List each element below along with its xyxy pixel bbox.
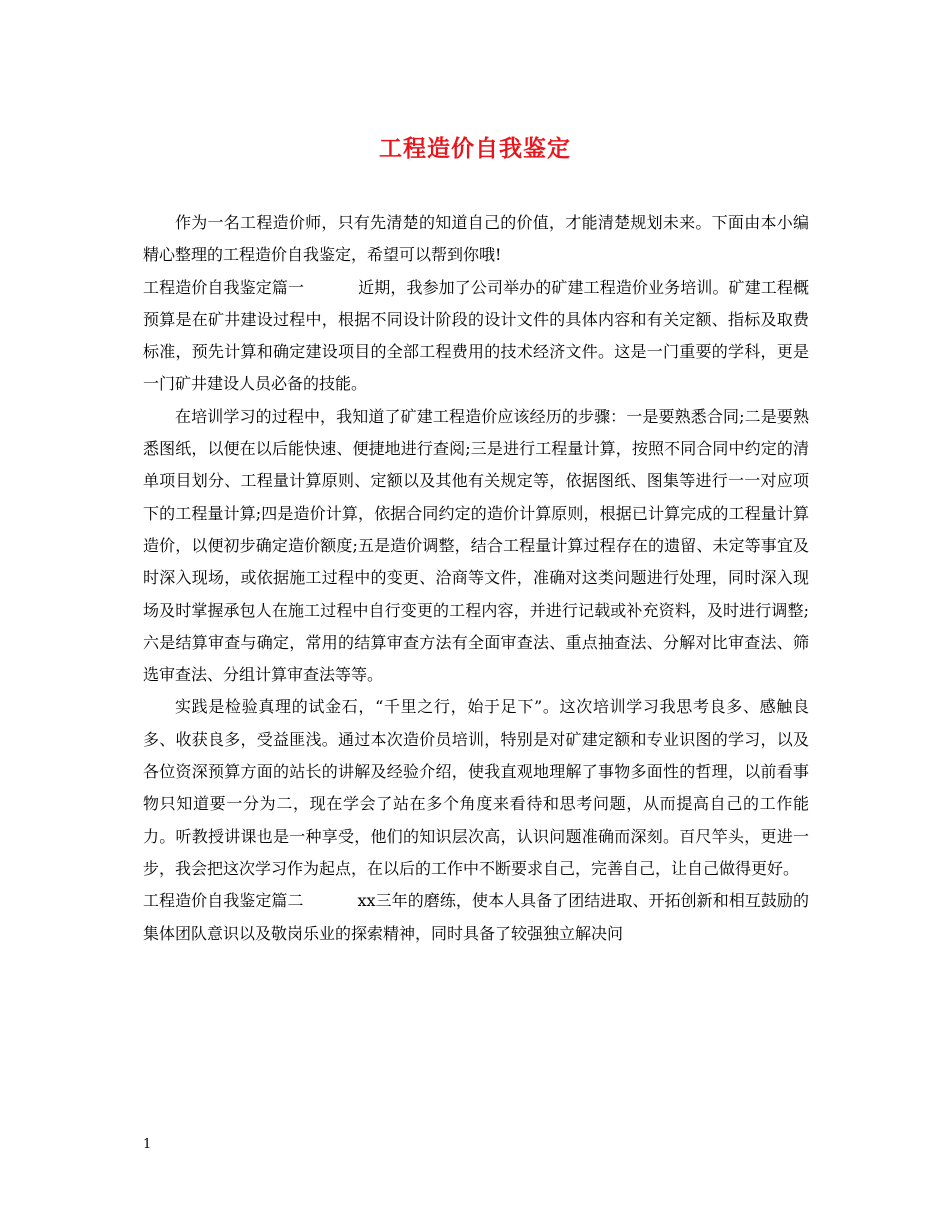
intro-paragraph: 作为一名工程造价师，只有先清楚的知道自己的价值，才能清楚规划未来。下面由本小编精心整理的工程造价自我鉴定，希望可以帮到你哦! [143, 213, 809, 265]
document-body [143, 207, 809, 950]
section1-heading: 工程造价自我鉴定篇一 [143, 277, 305, 297]
section2-paragraph-1: xx三年的磨练，使本人具备了团结进取、开拓创新和相互鼓励的集体团队意识以及敬岗乐业的探索精神，同时具备了较强独立解决问 [143, 891, 809, 943]
section1-paragraph-1: 近期，我参加了公司举办的矿建工程造价业务培训。矿建工程概预算是在矿井建设过程中，根据不同设计阶段的设计文件的具体内容和有关定额、指标及取费标准，预先计算和确定建设项目的全部工程费用的技术经济文件。这是一门重要的学科，更是一门矿井建设人员必备的技能。 [143, 277, 809, 394]
section1-paragraph-2: 在培训学习的过程中，我知道了矿建工程造价应该经历的步骤：一是要熟悉合同;二是要熟悉图纸，以便在以后能快速、便捷地进行查阅;三是进行工程量计算，按照不同合同中约定的清单项目划分、工程量计算原则、定额以及其他有关规定等，依据图纸、图集等进行一一对应项下的工程量计算;四是造价计算，依据合同约定的造价计算原则，根据已计算完成的工程量计算造价，以便初步确定造价额度;五是造价调整，结合工程量计算过程存在的遗留、未定等事宜及时深入现场，或依据施工过程中的变更、洽商等文件，准确对这类问题进行处理，同时深入现场及时掌握承包人在施工过程中自行变更的工程内容，并进行记载或补充资料，及时进行调整;六是结算审查与确定，常用的结算审查方法有全面审查法、重点抽查法、分解对比审查法、筛选审查法、分组计算审查法等等。 [143, 406, 809, 685]
page-number: 1 [143, 1137, 152, 1152]
section2-heading: 工程造价自我鉴定篇二 [143, 891, 304, 911]
section1-first-paragraph [143, 272, 809, 401]
document-title: 工程造价自我鉴定 [379, 135, 571, 162]
section2-first-paragraph [143, 885, 809, 950]
section1-paragraph-3: 实践是检验真理的试金石，“千里之行，始于足下”。这次培训学习我思考良多、感触良多、收获良多，受益匪浅。通过本次造价员培训，特别是对矿建定额和专业识图的学习，以及各位资深预算方面的站长的讲解及经验介绍，使我直观地理解了事物多面性的哲理，以前看事物只知道要一分为二，现在学会了站在多个角度来看待和思考问题，从而提高自己的工作能力。听教授讲课也是一种享受，他们的知识层次高，认识问题准确而深刻。百尺竿头，更进一步，我会把这次学习作为起点，在以后的工作中不断要求自己，完善自己，让自己做得更好。 [143, 697, 809, 878]
